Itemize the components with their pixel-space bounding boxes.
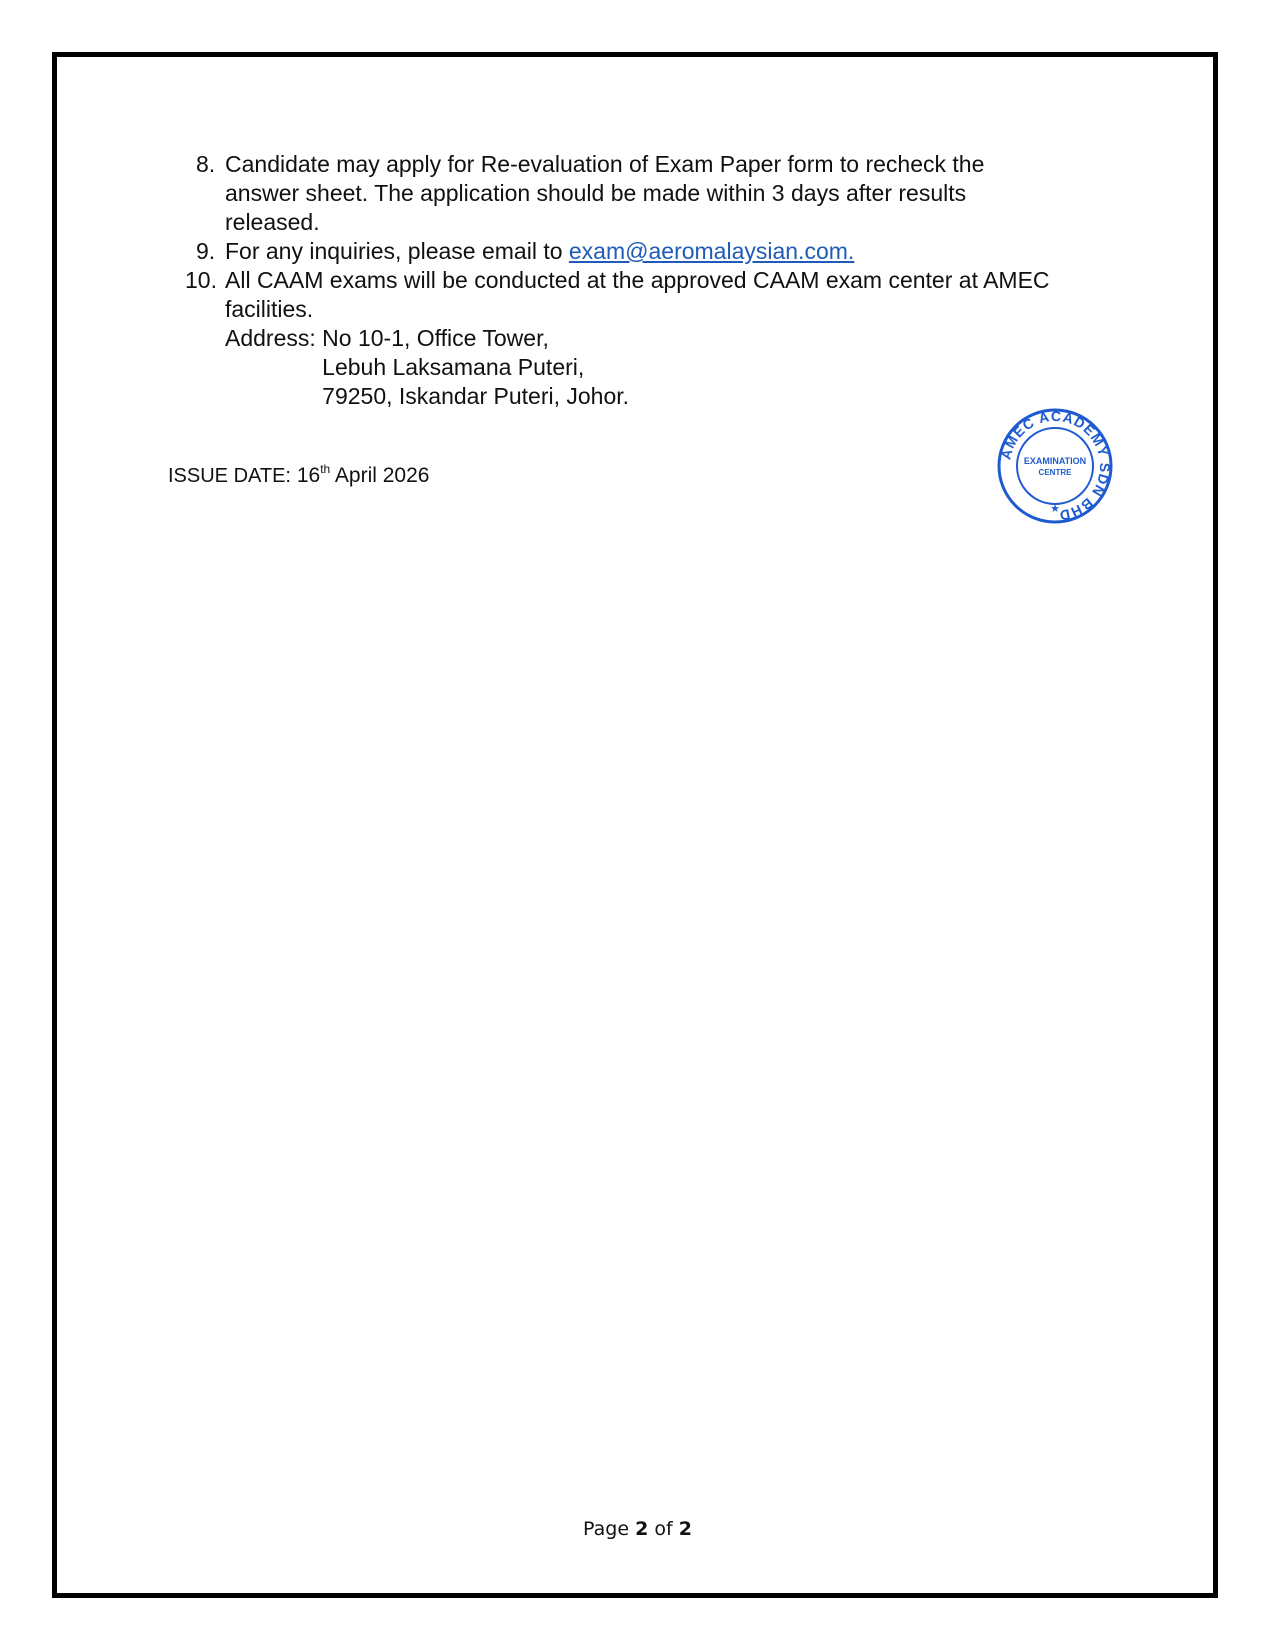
address-label: Address: bbox=[225, 325, 323, 351]
star-icon: ★ bbox=[1050, 502, 1060, 515]
total-pages: 2 bbox=[678, 1518, 692, 1540]
text-line: answer sheet. The application should be made within 3 days after results bbox=[225, 180, 967, 206]
address-block bbox=[225, 324, 1150, 411]
issue-date-rest: April 2026 bbox=[334, 464, 430, 487]
list-number: 9. bbox=[196, 238, 216, 264]
stamp-inner-line1: EXAMINATION bbox=[1023, 456, 1087, 466]
list-item-9 bbox=[170, 237, 1150, 266]
issue-date-label: ISSUE DATE: bbox=[168, 465, 291, 487]
address-line: No 10-1, Office Tower, bbox=[322, 325, 549, 351]
address-line: 79250, Iskandar Puteri, Johor. bbox=[322, 383, 630, 409]
issue-date-day: 16 bbox=[296, 464, 321, 487]
inquiry-text: For any inquiries, please email to bbox=[225, 238, 569, 264]
page-word: Page bbox=[583, 1518, 630, 1540]
list-text bbox=[225, 150, 1150, 237]
issue-date-suffix: th bbox=[320, 462, 331, 476]
of-word: of bbox=[654, 1518, 673, 1540]
stamp-inner-ring bbox=[1017, 428, 1093, 504]
list-text bbox=[225, 237, 1150, 266]
page-footer bbox=[0, 1518, 1275, 1540]
instructions-list bbox=[170, 150, 1150, 411]
list-number: 8. bbox=[196, 151, 216, 177]
stamp-outer-text: AMEC ACADEMY SDN BHD bbox=[997, 407, 1114, 524]
issue-date bbox=[168, 462, 429, 488]
list-item-8 bbox=[170, 150, 1150, 237]
list-item-10 bbox=[170, 266, 1150, 411]
stamp-inner-line2: CENTRE bbox=[1038, 468, 1072, 477]
text-line: released. bbox=[225, 209, 320, 235]
list-number: 10. bbox=[185, 267, 217, 293]
text-line: Candidate may apply for Re-evaluation of Exam Paper form to recheck the bbox=[225, 151, 985, 177]
text-line: facilities. bbox=[225, 296, 314, 322]
list-text bbox=[225, 266, 1150, 411]
address-line: Lebuh Laksamana Puteri, bbox=[322, 354, 585, 380]
examination-centre-stamp bbox=[995, 406, 1115, 526]
email-link[interactable]: exam@aeromalaysian.com. bbox=[568, 238, 855, 264]
text-line: All CAAM exams will be conducted at the approved CAAM exam center at AMEC bbox=[225, 267, 1050, 293]
current-page: 2 bbox=[635, 1518, 649, 1540]
